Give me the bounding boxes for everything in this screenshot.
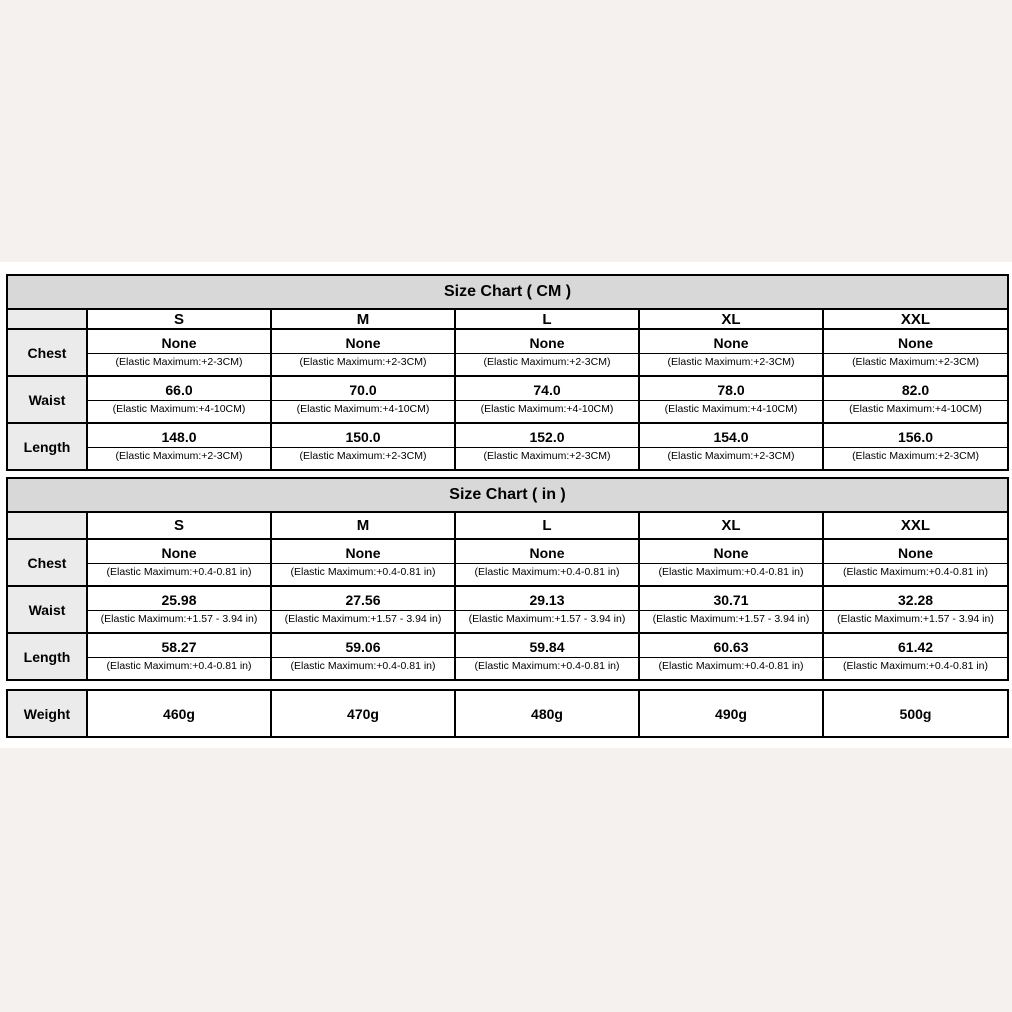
size-header: M: [271, 309, 455, 329]
measurement-value: None: [529, 335, 565, 351]
weight-table: [6, 689, 1009, 738]
measurement-cell: [271, 423, 455, 470]
measurement-value: 148.0: [161, 429, 197, 445]
elastic-note: (Elastic Maximum:+4-10CM): [88, 400, 270, 417]
measurement-value: None: [529, 545, 565, 561]
elastic-note: (Elastic Maximum:+1.57 - 3.94 in): [456, 610, 638, 627]
weight-table-body: [7, 690, 1008, 737]
measurement-value: 82.0: [901, 382, 930, 398]
measurement-value: None: [345, 545, 381, 561]
measurement-cell: [87, 329, 271, 376]
measurement-value: 59.84: [529, 639, 565, 655]
weight-value: 460g: [87, 690, 271, 737]
elastic-note: (Elastic Maximum:+2-3CM): [824, 447, 1007, 464]
size-header-row: [7, 512, 1008, 539]
measurement-cell: [87, 539, 271, 586]
elastic-note: (Elastic Maximum:+2-3CM): [640, 447, 822, 464]
measurement-value: None: [898, 335, 934, 351]
row-label: Chest: [7, 539, 87, 586]
measurement-cell: [639, 329, 823, 376]
size-header: XXL: [823, 512, 1008, 539]
elastic-note: (Elastic Maximum:+1.57 - 3.94 in): [88, 610, 270, 627]
measurement-cell: [823, 329, 1008, 376]
measurement-row: [7, 586, 1008, 633]
measurement-cell: [271, 586, 455, 633]
measurement-cell: [639, 633, 823, 680]
measurement-value: 70.0: [349, 382, 377, 398]
measurement-value: 154.0: [713, 429, 749, 445]
measurement-value: 60.63: [713, 639, 749, 655]
elastic-note: (Elastic Maximum:+0.4-0.81 in): [824, 657, 1007, 674]
measurement-cell: [639, 586, 823, 633]
elastic-note: (Elastic Maximum:+2-3CM): [88, 353, 270, 370]
measurement-cell: [639, 376, 823, 423]
measurement-cell: [455, 423, 639, 470]
size-header: S: [87, 309, 271, 329]
measurement-value: 61.42: [898, 639, 934, 655]
elastic-note: (Elastic Maximum:+2-3CM): [272, 447, 454, 464]
corner-cell: [7, 512, 87, 539]
measurement-cell: [271, 329, 455, 376]
measurement-value: None: [161, 545, 197, 561]
measurement-value: None: [161, 335, 197, 351]
elastic-note: (Elastic Maximum:+2-3CM): [640, 353, 822, 370]
weight-row: [7, 690, 1008, 737]
measurement-row: [7, 539, 1008, 586]
size-header: L: [455, 512, 639, 539]
measurement-cell: [823, 376, 1008, 423]
measurement-value: None: [713, 335, 749, 351]
measurement-cell: [87, 586, 271, 633]
measurement-cell: [455, 539, 639, 586]
elastic-note: (Elastic Maximum:+4-10CM): [456, 400, 638, 417]
measurement-value: 150.0: [345, 429, 381, 445]
measurement-cell: [823, 633, 1008, 680]
weight-value: 490g: [639, 690, 823, 737]
size-header: XL: [639, 512, 823, 539]
measurement-value: 32.28: [898, 592, 934, 608]
row-label: Length: [7, 633, 87, 680]
elastic-note: (Elastic Maximum:+0.4-0.81 in): [640, 657, 822, 674]
measurement-value: 30.71: [713, 592, 749, 608]
weight-value: 500g: [823, 690, 1008, 737]
measurement-row: [7, 376, 1008, 423]
measurement-cell: [823, 586, 1008, 633]
elastic-note: (Elastic Maximum:+0.4-0.81 in): [456, 657, 638, 674]
elastic-note: (Elastic Maximum:+0.4-0.81 in): [456, 563, 638, 580]
measurement-value: 25.98: [161, 592, 197, 608]
size-chart-card: [0, 262, 1012, 748]
size-header: L: [455, 309, 639, 329]
elastic-note: (Elastic Maximum:+1.57 - 3.94 in): [640, 610, 822, 627]
elastic-note: (Elastic Maximum:+2-3CM): [456, 447, 638, 464]
chart-title: Size Chart ( CM ): [7, 275, 1008, 309]
measurement-cell: [455, 633, 639, 680]
measurement-cell: [87, 376, 271, 423]
measurement-row: [7, 423, 1008, 470]
measurement-value: None: [898, 545, 934, 561]
measurement-value: 58.27: [161, 639, 197, 655]
corner-cell: [7, 309, 87, 329]
measurement-value: 74.0: [533, 382, 561, 398]
measurement-value: 156.0: [897, 429, 934, 445]
measurement-value: None: [345, 335, 381, 351]
weight-value: 470g: [271, 690, 455, 737]
measurement-value: 29.13: [529, 592, 565, 608]
size-header: S: [87, 512, 271, 539]
measurement-cell: [639, 423, 823, 470]
elastic-note: (Elastic Maximum:+0.4-0.81 in): [824, 563, 1007, 580]
elastic-note: (Elastic Maximum:+0.4-0.81 in): [640, 563, 822, 580]
elastic-note: (Elastic Maximum:+4-10CM): [640, 400, 822, 417]
elastic-note: (Elastic Maximum:+1.57 - 3.94 in): [272, 610, 454, 627]
size-header-row: [7, 309, 1008, 329]
elastic-note: (Elastic Maximum:+2-3CM): [456, 353, 638, 370]
measurement-cell: [455, 329, 639, 376]
in-table-body: [7, 478, 1008, 680]
chart-title-row: [7, 478, 1008, 512]
measurement-row: [7, 633, 1008, 680]
elastic-note: (Elastic Maximum:+2-3CM): [88, 447, 270, 464]
measurement-cell: [455, 376, 639, 423]
measurement-cell: [823, 539, 1008, 586]
elastic-note: (Elastic Maximum:+0.4-0.81 in): [272, 563, 454, 580]
measurement-value: None: [713, 545, 749, 561]
row-label: Length: [7, 423, 87, 470]
measurement-cell: [87, 423, 271, 470]
elastic-note: (Elastic Maximum:+0.4-0.81 in): [272, 657, 454, 674]
measurement-value: 27.56: [345, 592, 381, 608]
measurement-cell: [271, 633, 455, 680]
weight-value: 480g: [455, 690, 639, 737]
measurement-cell: [639, 539, 823, 586]
elastic-note: (Elastic Maximum:+0.4-0.81 in): [88, 657, 270, 674]
elastic-note: (Elastic Maximum:+0.4-0.81 in): [88, 563, 270, 580]
size-header: XXL: [823, 309, 1008, 329]
row-label: Waist: [7, 376, 87, 423]
elastic-note: (Elastic Maximum:+1.57 - 3.94 in): [824, 610, 1007, 627]
size-header: M: [271, 512, 455, 539]
size-header: XL: [639, 309, 823, 329]
measurement-value: 152.0: [529, 429, 565, 445]
elastic-note: (Elastic Maximum:+4-10CM): [824, 400, 1007, 417]
measurement-cell: [271, 376, 455, 423]
elastic-note: (Elastic Maximum:+2-3CM): [824, 353, 1007, 370]
measurement-cell: [87, 633, 271, 680]
chart-title: Size Chart ( in ): [7, 478, 1008, 512]
measurement-cell: [271, 539, 455, 586]
cm-table-body: [7, 275, 1008, 470]
measurement-cell: [455, 586, 639, 633]
measurement-row: [7, 329, 1008, 376]
row-label: Chest: [7, 329, 87, 376]
measurement-cell: [823, 423, 1008, 470]
measurement-value: 59.06: [345, 639, 381, 655]
elastic-note: (Elastic Maximum:+4-10CM): [272, 400, 454, 417]
row-label: Waist: [7, 586, 87, 633]
size-chart-cm-table: [6, 274, 1009, 471]
size-chart-in-table: [6, 477, 1009, 681]
measurement-value: 66.0: [165, 382, 193, 398]
measurement-value: 78.0: [717, 382, 745, 398]
weight-label: Weight: [7, 690, 87, 737]
chart-title-row: [7, 275, 1008, 309]
elastic-note: (Elastic Maximum:+2-3CM): [272, 353, 454, 370]
